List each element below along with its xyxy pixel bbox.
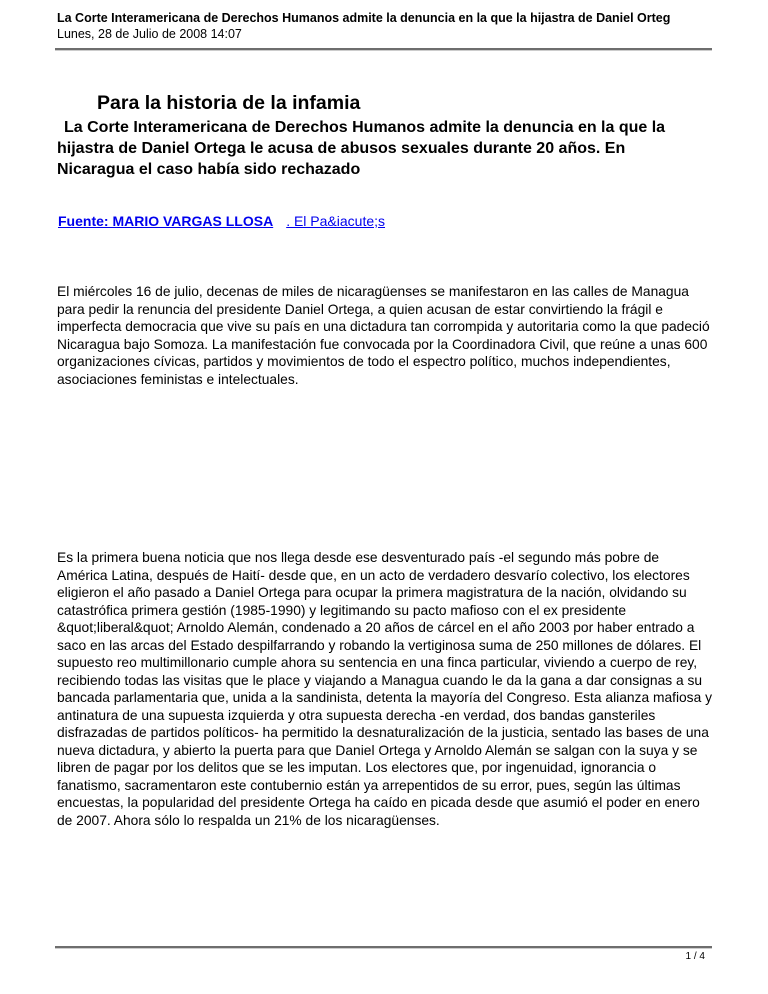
header-divider	[55, 48, 712, 51]
header-date: Lunes, 28 de Julio de 2008 14:07	[57, 27, 242, 41]
article-paragraph-1: El miércoles 16 de julio, decenas de miles de nicaragüenses se manifestaron en las calles de Managua para pedir la renuncia del presidente Daniel Ortega, a quien acusan de estar convirtiendo la frágil e imperfecta democracia que vive su país en una dictadura tan corrompida y autoritaria como la que padeció Nicaragua bajo Somoza. La manifestación fue convocada por la Coordinadora Civil, que reúne a unas 600 organizaciones cívicas, partidos y movimientos de todo el espectro político, muchos independientes, asociaciones feministas e intelectuales.	[57, 284, 710, 387]
source-line	[58, 212, 385, 230]
article-subtitle: La Corte Interamericana de Derechos Humanos admite la denuncia en la que la hijastra de Daniel Ortega le acusa de abusos sexuales durante 20 años. En Nicaragua el caso había sido rechazado	[57, 119, 666, 178]
header-title: La Corte Interamericana de Derechos Humanos admite la denuncia en la que la hijastra de Daniel Orteg	[57, 11, 671, 25]
article-title: Para la historia de la infamia	[97, 92, 361, 114]
page-number: 1 / 4	[685, 951, 705, 962]
document-header	[57, 10, 768, 42]
article-paragraph-2: Es la primera buena noticia que nos llega desde ese desventurado país -el segundo más pobre de América Latina, después de Haití- desde que, en un acto de verdadero desvarío colectivo, los electores eligieron el año pasado a Daniel Ortega para ocupar la primera magistratura de la nación, olvidando su catastrófica primera gestión (1985-1990) y legitimando su pacto mafioso con el ex presidente &quot;liberal&quot; Arnoldo Alemán, condenado a 20 años de cárcel en el año 2003 por haber entrado a saco en las arcas del Estado despilfarrando y robando la vertiginosa suma de 250 millones de dólares. El supuesto reo multimillonario cumple ahora su sentencia en una finca particular, viviendo a cuerpo de rey, recibiendo todas las visitas que le place y viajando a Managua cuando le da la gana a dar consignas a su bancada parlamentaria que, unida a la sandinista, detenta la mayoría del Congreso. Esta alianza mafiosa y antinatura de una supuesta izquierda y otra supuesta derecha -en verdad, dos bandas gansteriles disfrazadas de partidos políticos- ha permitido la desnaturalización de la justicia, sentado las bases de una nueva dictadura, y abierto la puerta para que Daniel Ortega y Arnoldo Alemán se salgan con la suya y se libren de pagar por los delitos que se les imputan. Los electores que, por ingenuidad, ignorancia o fanatismo, sacramentaron este contubernio están ya arrepentidos de su error, pues, según las últimas encuestas, la popularidad del presidente Ortega ha caído en picada desde que asumió el poder en enero de 2007. Ahora sólo lo respalda un 21% de los nicaragüenses.	[57, 550, 712, 828]
footer-divider	[55, 946, 712, 949]
source-author-link[interactable]: Fuente: MARIO VARGAS LLOSA	[58, 213, 274, 229]
source-publication-link[interactable]: . El Pa&iacute;s	[286, 213, 386, 229]
